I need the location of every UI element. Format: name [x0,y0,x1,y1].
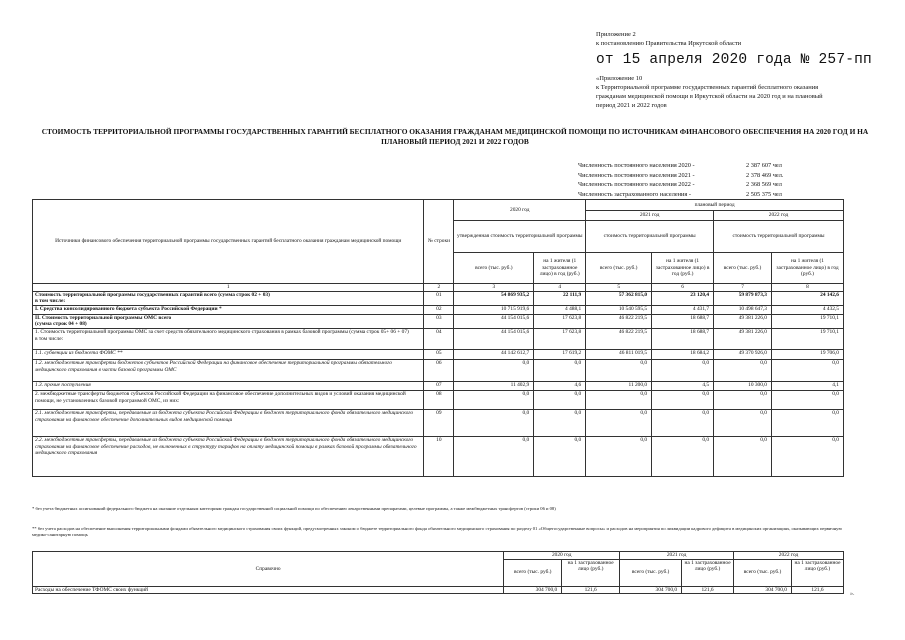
row-label: II. Стоимость территориальной программы ОМС всего (сумма строк 04 + 08) [33,314,424,328]
cell-value: 17 619,2 [534,349,586,359]
reference-header-per-insured: на 1 застрахованное лицо (руб.) [682,559,734,586]
table-row [33,291,844,305]
cell-value: 18 684,2 [652,349,714,359]
column-number: 2 [424,284,454,292]
cell-value: 49 370 926,0 [714,349,772,359]
footnote-2: ** без учета расходов на обеспечение выполнения территориальными фондами обязательного медицинского страхования своих функций, предусмотренных законом о бюджете территориального фонда обязательного медицинского страхования по разделу 01 «Общегосударственные вопросы» и расходов на мероприятия по ликвидации кадрового дефицита в медицинских организациях, оказывающих первичную медико-санитарную помощь [32,526,842,538]
row-label: 2. межбюджетные трансферты бюджетов субъектов Российской Федерации на финансовое обеспечение дополнительных видов и условий оказания медицинской помощи, не установленных базовой программой ОМС, из них: [33,390,424,409]
table-body [33,291,844,476]
cell-value: 18 688,7 [652,328,714,349]
reference-year-2020: 2020 год [504,552,620,560]
cell-value: 10 498 647,3 [714,305,772,314]
attachment-line: «Приложение 10 [596,75,643,82]
row-number: 03 [424,314,454,328]
cell-value: 10 715 919,6 [454,305,534,314]
header-total: всего (тыс. руб.) [454,252,534,283]
population-label: Численность застрахованного населения - [578,190,691,198]
cell-value: 11 200,0 [586,381,652,390]
column-number: 5 [586,284,652,292]
cell-value: 17 623,8 [534,328,586,349]
column-number: 8 [772,284,844,292]
row-label: I. Средства консолидированного бюджета субъекта Российской Федерации * [33,305,424,314]
cell-value: 46 822 219,5 [586,328,652,349]
resolution-date: от 15 апреля 2020 года № 257-пп [596,52,872,68]
population-row [578,171,783,181]
population-label: Численность постоянного населения 2020 - [578,162,695,169]
reference-value: 304 700,0 [734,586,792,594]
population-value: 2 368 569 чел [746,181,782,189]
reference-header-total: всего (тыс. руб.) [734,559,792,586]
header-source: Источники финансового обеспечения территориальной программы государственных гарантий бесплатного оказания гражданам медицинской помощи [33,200,424,284]
footnote-1: * без учета бюджетных ассигнований федерального бюджета на оказание отдельным категориям граждан государственной социальной помощи по обеспечению лекарственными препаратами, целевые программы, а также межбюджетных трансфертов (строки 06 и 08) [32,506,556,511]
cell-value: 59 879 873,3 [714,291,772,305]
cell-value: 0,0 [714,409,772,436]
reference-header-per-insured: на 1 застрахованное лицо (руб.) [562,559,620,586]
row-label: 1.1. субвенции из бюджета ФОМС ** [33,349,424,359]
cell-value: 0,0 [534,390,586,409]
table-row [33,409,844,436]
row-label: 1.3. прочие поступления [33,381,424,390]
cell-value: 11 402,9 [454,381,534,390]
cell-value: 23 120,4 [652,291,714,305]
row-number: 10 [424,436,454,476]
cell-value: 4 488,1 [534,305,586,314]
cell-value: 0,0 [772,359,844,381]
closing-quote-mark: ». [850,591,855,597]
cell-value: 19 706,0 [772,349,844,359]
attachment-block [596,30,872,110]
row-label: 1.2. межбюджетные трансферты бюджетов субъектов Российской Федерации на финансовое обеспечение территориальной программы обязательного медицинского страхования в части базовой программы ОМС [33,359,424,381]
cell-value: 10 540 595,5 [586,305,652,314]
column-number: 7 [714,284,772,292]
header-year-2022: 2022 год [714,211,844,221]
cell-value: 0,0 [714,359,772,381]
table-row [33,314,844,328]
cell-value: 4,6 [534,381,586,390]
reference-header-per-insured: на 1 застрахованное лицо (руб.) [791,559,843,586]
reference-row-label: Расходы на обеспечение ТФОМС своих функций [33,586,504,594]
table-row [33,381,844,390]
table-row [33,359,844,381]
cell-value: 46 811 019,5 [586,349,652,359]
reference-label: Справочно [33,552,504,587]
table-row [33,436,844,476]
header-year-2021: 2021 год [586,211,714,221]
cell-value: 19 710,1 [772,314,844,328]
attachment-line: к Территориальной программе государственных гарантий бесплатного оказания гражданам медицинской помощи в Иркутской области на 2020 год и на плановый период 2021 и 2022 годов [596,84,823,109]
population-value: 2 378 469 чел. [746,171,784,179]
population-row [578,161,783,171]
column-number: 4 [534,284,586,292]
header-planned-period: плановый период [586,200,844,211]
cell-value: 0,0 [772,409,844,436]
cell-value: 19 710,1 [772,328,844,349]
column-number: 1 [33,284,424,292]
row-label: 2.1. межбюджетные трансферты, передаваемые из бюджета субъекта Российской Федерации в бюджет территориального фонда обязательного медицинского страхования на финансовое обеспечение дополнительных видов медицинской помощи [33,409,424,436]
row-number: 05 [424,349,454,359]
cell-value: 0,0 [586,390,652,409]
reference-value: 121,6 [682,586,734,594]
reference-year-2022: 2022 год [734,552,844,560]
cell-value: 0,0 [652,390,714,409]
row-label: Стоимость территориальной программы государственных гарантий всего (сумма строк 02 + 03) в том числе: [33,291,424,305]
reference-year-2021: 2021 год [620,552,734,560]
cell-value: 0,0 [454,409,534,436]
cell-value: 49 381 226,0 [714,328,772,349]
column-number: 3 [454,284,534,292]
header-cost-2022: стоимость территориальной программы [714,221,844,252]
row-label: 2.2. межбюджетные трансферты, передаваемые из бюджета субъекта Российской Федерации в бюджет территориального фонда обязательного медицинского страхования на финансовое обеспечение расходов, не включенных в структуру тарифов на оплату медицинской помощи в рамках базовой программы обязательного медицинского страхования [33,436,424,476]
cell-value: 44 154 015,6 [454,328,534,349]
header-year-2020: 2020 год [454,200,586,221]
cell-value: 46 822 219,5 [586,314,652,328]
reference-value: 304 700,0 [620,586,682,594]
cell-value: 0,0 [772,436,844,476]
cell-value: 0,0 [652,409,714,436]
cell-value: 54 869 935,2 [454,291,534,305]
cell-value: 17 623,8 [534,314,586,328]
cell-value: 57 362 815,0 [586,291,652,305]
population-block [578,161,783,199]
row-number: 02 [424,305,454,314]
cell-value: 0,0 [586,359,652,381]
attachment-line: к постановлению Правительства Иркутской области [596,40,742,47]
cell-value: 0,0 [586,436,652,476]
cell-value: 44 142 612,7 [454,349,534,359]
population-row [578,190,783,200]
population-value: 2 505 375 чел [746,190,782,198]
header-per-insured: на 1 жителя (1 застрахованное лицо) в год (руб.) [772,252,844,283]
cell-value: 0,0 [652,436,714,476]
cell-value: 22 111,9 [534,291,586,305]
reference-header-total: всего (тыс. руб.) [620,559,682,586]
reference-table [32,551,844,594]
header-approved-cost: утвержденная стоимость территориальной программы [454,221,586,252]
cell-value: 44 154 015,6 [454,314,534,328]
row-number: 07 [424,381,454,390]
cell-value: 4 432,5 [772,305,844,314]
cell-value: 4 431,7 [652,305,714,314]
reference-header-total: всего (тыс. руб.) [504,559,562,586]
cell-value: 0,0 [534,436,586,476]
reference-value: 121,6 [562,586,620,594]
row-number: 04 [424,328,454,349]
cell-value: 0,0 [454,390,534,409]
cell-value: 18 688,7 [652,314,714,328]
cell-value: 4,5 [652,381,714,390]
population-value: 2 387 607 чел [746,162,782,169]
cell-value: 0,0 [652,359,714,381]
header-total: всего (тыс. руб.) [586,252,652,283]
table-row [33,328,844,349]
row-label: 1. Стоимость территориальной программы ОМС за счет средств обязательного медицинского страхования в рамках базовой программы (сумма строк 05+ 06 + 07) в том числе: [33,328,424,349]
cell-value: 0,0 [454,359,534,381]
header-cost-2021: стоимость территориальной программы [586,221,714,252]
population-row [578,180,783,190]
population-label: Численность постоянного населения 2021 - [578,171,695,179]
cell-value: 0,0 [534,359,586,381]
column-number: 6 [652,284,714,292]
header-total: всего (тыс. руб.) [714,252,772,283]
row-number: 08 [424,390,454,409]
attachment-line: Приложение 2 [596,31,636,38]
cell-value: 0,0 [586,409,652,436]
cell-value: 0,0 [772,390,844,409]
cell-value: 49 381 226,0 [714,314,772,328]
reference-value: 304 700,0 [504,586,562,594]
row-number: 09 [424,409,454,436]
header-per-insured: на 1 жителя (1 застрахованное лицо) в год (руб.) [534,252,586,283]
row-number: 01 [424,291,454,305]
table-row [33,305,844,314]
cell-value: 0,0 [714,390,772,409]
reference-value: 121,6 [791,586,843,594]
cell-value: 4,1 [772,381,844,390]
cell-value: 10 300,0 [714,381,772,390]
table-row [33,349,844,359]
header-row-number: № строки [424,200,454,284]
cell-value: 24 142,6 [772,291,844,305]
header-per-insured: на 1 жителя (1 застрахованное лицо) в год (руб.) [652,252,714,283]
financing-table [32,199,844,477]
population-label: Численность постоянного населения 2022 - [578,181,695,189]
table-row [33,390,844,409]
row-number: 06 [424,359,454,381]
cell-value: 0,0 [714,436,772,476]
cell-value: 0,0 [534,409,586,436]
document-title: СТОИМОСТЬ ТЕРРИТОРИАЛЬНОЙ ПРОГРАММЫ ГОСУДАРСТВЕННЫХ ГАРАНТИЙ БЕСПЛАТНОГО ОКАЗАНИЯ ГРАЖДАНАМ МЕДИЦИНСКОЙ ПОМОЩИ ПО ИСТОЧНИКАМ ФИНАНСОВОГО ОБЕСПЕЧЕНИЯ НА 2020 ГОД И НА ПЛАНОВЫЙ ПЕРИОД 2021 И 2022 ГОДОВ [41,127,869,146]
cell-value: 0,0 [454,436,534,476]
